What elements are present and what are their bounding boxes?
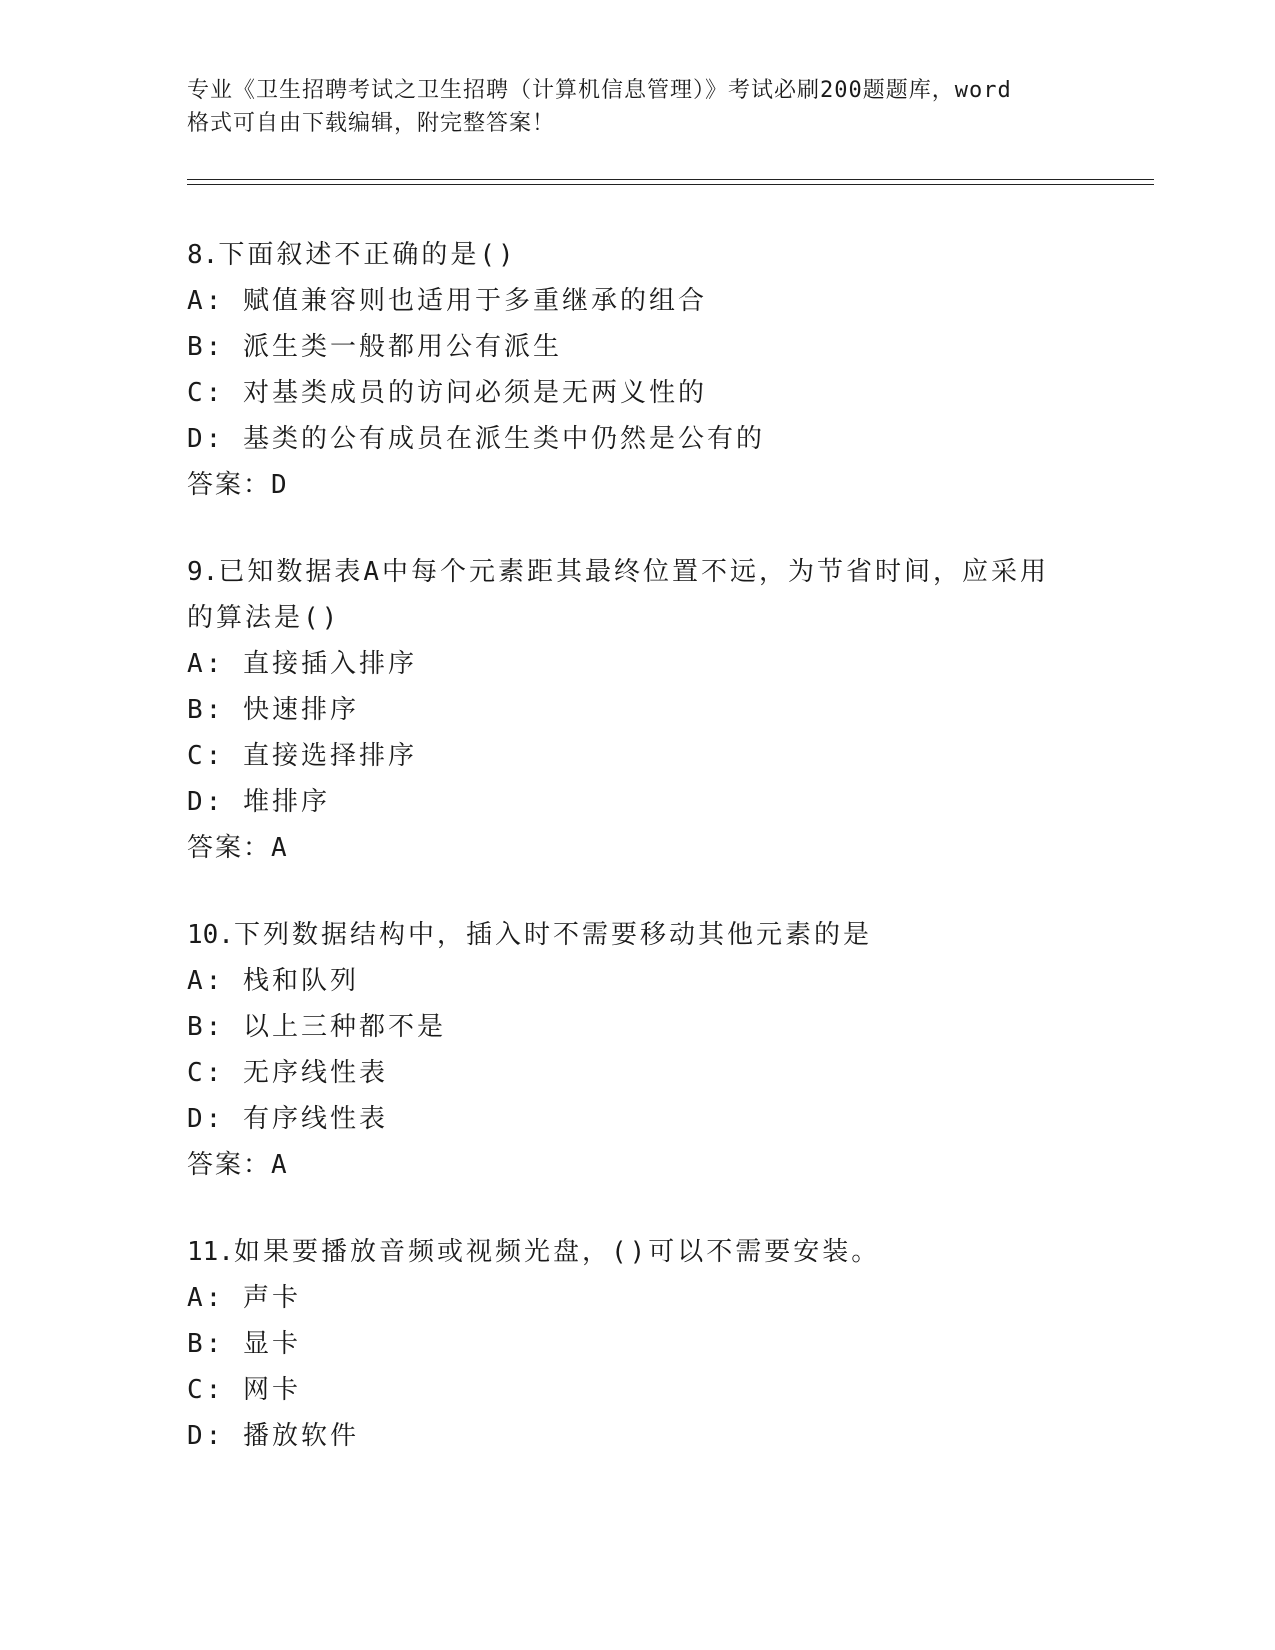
header-divider-bottom xyxy=(187,184,1154,185)
question-stem-line: 下面叙述不正确的是() xyxy=(218,240,517,270)
option-a: A: 赋值兼容则也适用于多重继承的组合 xyxy=(187,286,707,316)
option-a: A: 栈和队列 xyxy=(187,966,359,996)
question-stem-line: 下列数据结构中，插入时不需要移动其他元素的是 xyxy=(233,920,872,950)
question-number: 11. xyxy=(187,1237,234,1267)
answer-value: A xyxy=(271,1150,289,1180)
option-b: B: 快速排序 xyxy=(187,695,359,725)
document-header xyxy=(187,74,1087,140)
question-11 xyxy=(187,1229,1087,1459)
question-stem-line: 已知数据表A中每个元素距其最终位置不远，为节省时间，应采用 xyxy=(218,557,1049,587)
question-stem xyxy=(187,549,1087,595)
option-d: D: 有序线性表 xyxy=(187,1104,388,1134)
option-b: B: 以上三种都不是 xyxy=(187,1012,446,1042)
question-10 xyxy=(187,912,1087,1188)
option-d: D: 基类的公有成员在派生类中仍然是公有的 xyxy=(187,424,765,454)
question-stem-continuation: 的算法是() xyxy=(187,603,341,633)
question-stem xyxy=(187,912,1087,958)
option-c: C: 直接选择排序 xyxy=(187,741,417,771)
option-b: B: 派生类一般都用公有派生 xyxy=(187,332,562,362)
question-stem xyxy=(187,232,1087,278)
question-9 xyxy=(187,549,1087,871)
question-number: 9. xyxy=(187,557,219,587)
option-b: B: 显卡 xyxy=(187,1329,301,1359)
answer-line xyxy=(187,825,1087,871)
header-line-1: 专业《卫生招聘考试之卫生招聘（计算机信息管理）》考试必刷200题题库，word xyxy=(187,78,1012,103)
header-line-2: 格式可自由下载编辑，附完整答案！ xyxy=(187,111,556,136)
answer-line xyxy=(187,1142,1087,1188)
question-stem xyxy=(187,1229,1087,1275)
answer-value: A xyxy=(271,833,289,863)
answer-value: D xyxy=(271,470,289,500)
answer-label: 答案： xyxy=(187,833,272,863)
option-a: A: 声卡 xyxy=(187,1283,301,1313)
answer-line xyxy=(187,462,1087,508)
option-c: C: 网卡 xyxy=(187,1375,301,1405)
question-number: 10. xyxy=(187,920,234,950)
option-c: C: 对基类成员的访问必须是无两义性的 xyxy=(187,378,707,408)
option-c: C: 无序线性表 xyxy=(187,1058,388,1088)
header-divider-top xyxy=(187,179,1154,180)
question-list xyxy=(187,232,1087,1500)
option-d: D: 堆排序 xyxy=(187,787,330,817)
question-number: 8. xyxy=(187,240,219,270)
question-stem-line: 如果要播放音频或视频光盘，()可以不需要安装。 xyxy=(233,1237,881,1267)
option-a: A: 直接插入排序 xyxy=(187,649,417,679)
answer-label: 答案： xyxy=(187,1150,272,1180)
answer-label: 答案： xyxy=(187,470,272,500)
question-8 xyxy=(187,232,1087,508)
option-d: D: 播放软件 xyxy=(187,1421,359,1451)
